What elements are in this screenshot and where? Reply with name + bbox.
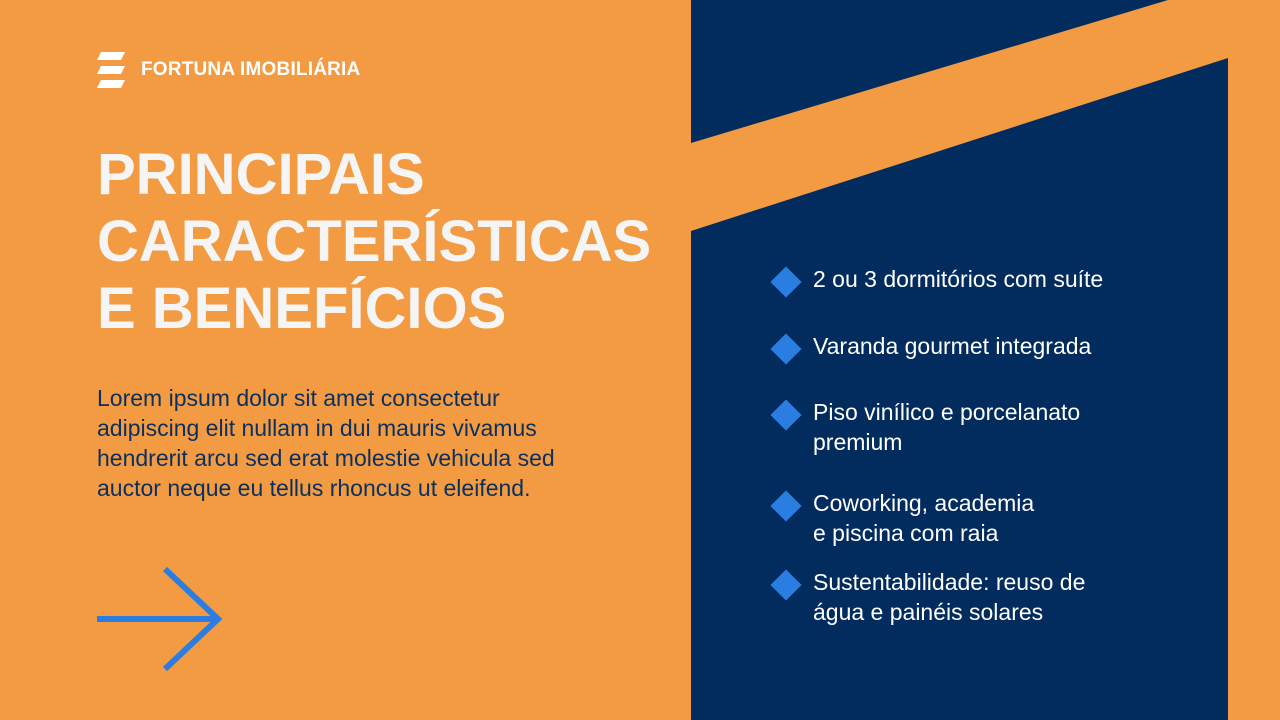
brand-name: FORTUNA IMOBILIÁRIA [141, 59, 361, 80]
feature-line: Varanda gourmet integrada [813, 333, 1092, 359]
brand-logo [97, 52, 360, 88]
description-text: Lorem ipsum dolor sit amet consectetur adipiscing elit nullam in dui mauris vivamus hendrerit arcu sed erat molestie vehicula sed auctor neque eu tellus rhoncus ut eleifend. [97, 385, 555, 501]
feature-line: 2 ou 3 dormitórios com suíte [813, 266, 1104, 292]
feature-text [813, 397, 1080, 457]
feature-item [770, 567, 1085, 627]
feature-text [813, 331, 1091, 361]
title-line: CARACTERÍSTICAS [97, 209, 652, 274]
feature-line: e piscina com raia [813, 520, 999, 546]
feature-line: água e painéis solares [813, 599, 1044, 625]
title-line: PRINCIPAIS [97, 142, 425, 207]
feature-item [770, 397, 1080, 457]
diamond-bullet-icon [770, 266, 801, 297]
feature-item [770, 264, 1103, 294]
page-title [97, 141, 667, 342]
stacked-bars-logo-icon [97, 52, 129, 88]
feature-line: premium [813, 429, 903, 455]
diamond-bullet-icon [770, 399, 801, 430]
diamond-bullet-icon [770, 569, 801, 600]
feature-item [770, 488, 1034, 548]
title-line: E BENEFÍCIOS [97, 276, 507, 341]
feature-line: Sustentabilidade: reuso de [813, 569, 1086, 595]
feature-line: Piso vinílico e porcelanato [813, 399, 1081, 425]
diamond-bullet-icon [770, 490, 801, 521]
diamond-bullet-icon [770, 333, 801, 364]
feature-text [813, 488, 1034, 548]
arrow-right-icon [94, 566, 226, 672]
feature-text [813, 264, 1103, 294]
feature-item [770, 331, 1091, 361]
feature-text [813, 567, 1085, 627]
feature-line: Coworking, academia [813, 490, 1035, 516]
